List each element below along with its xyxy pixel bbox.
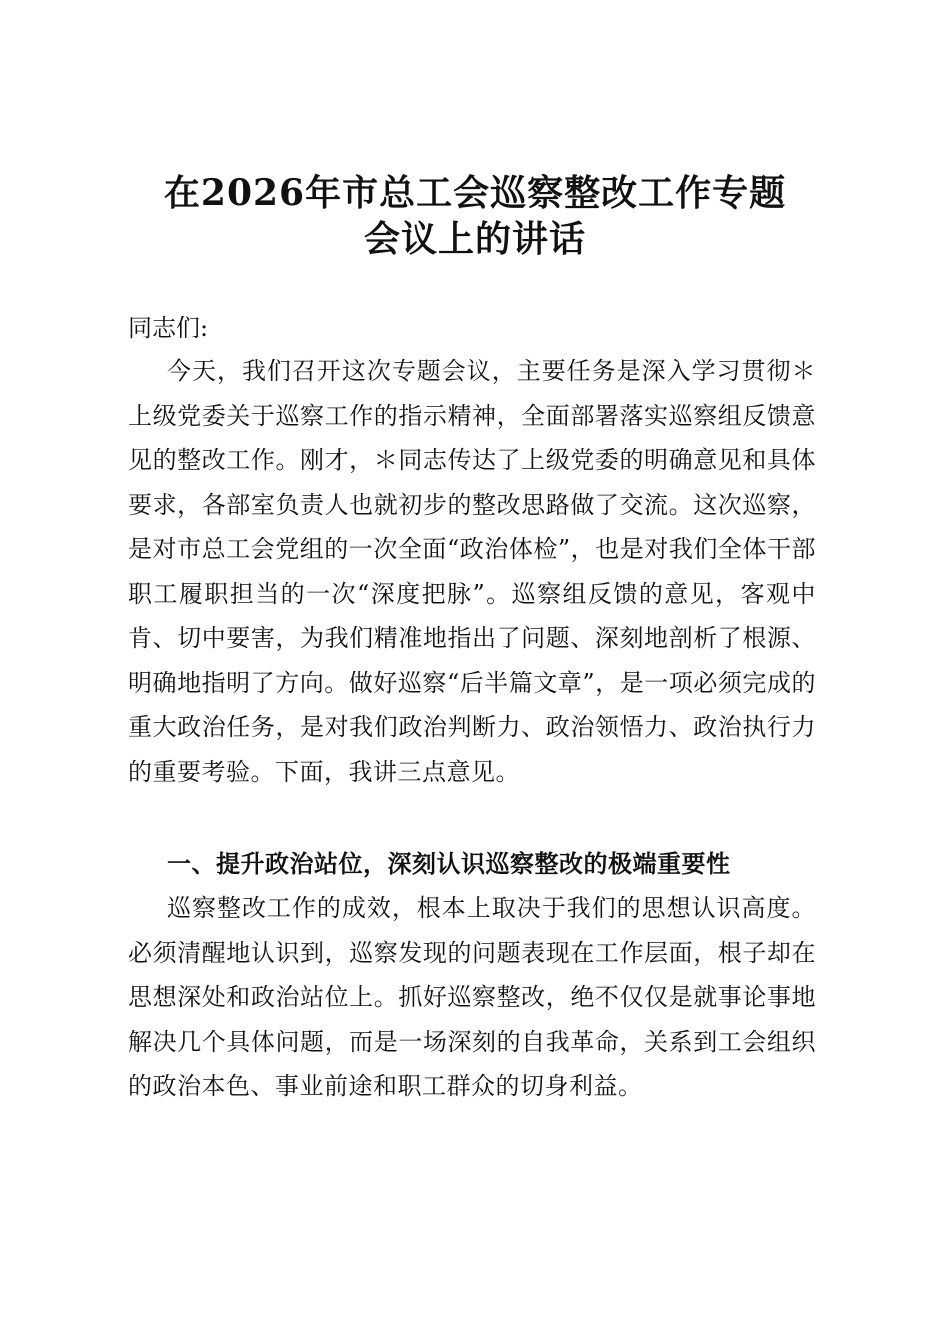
section-heading-1: 一、提升政治站位，深刻认识巡察整改的极端重要性 [167, 849, 731, 878]
document-title-line1: 在2026年市总工会巡察整改工作专题 [163, 172, 787, 214]
opening-paragraph: 今天，我们召开这次专题会议，主要任务是深入学习贯彻＊上级党委关于巡察工作的指示精神，全面部署落实巡察组反馈意见的整改工作。刚才，＊同志传达了上级党委的明确意见和具体要求，各部室负责人也就初步的整改思路做了交流。这次巡察，是对市总工会党组的一次全面“政治体检”，也是对我们全体干部职工履职担当的一次“深度把脉”。巡察组反馈的意见，客观中肯、切中要害，为我们精准地指出了问题、深刻地剖析了根源、明确地指明了方向。做好巡察“后半篇文章”，是一项必须完成的重大政治任务，是对我们政治判断力、政治领悟力、政治执行力的重要考验。下面，我讲三点意见。 [128, 357, 816, 786]
section-1-paragraph: 巡察整改工作的成效，根本上取决于我们的思想认识高度。必须清醒地认识到，巡察发现的问题表现在工作层面，根子却在思想深处和政治站位上。抓好巡察整改，绝不仅仅是就事论事地解决几个具体问题，而是一场深刻的自我革命，关系到工会组织的政治本色、事业前途和职工群众的切身利益。 [128, 894, 816, 1100]
salutation: 同志们: [128, 314, 209, 342]
document-title-line2: 会议上的讲话 [363, 218, 586, 260]
